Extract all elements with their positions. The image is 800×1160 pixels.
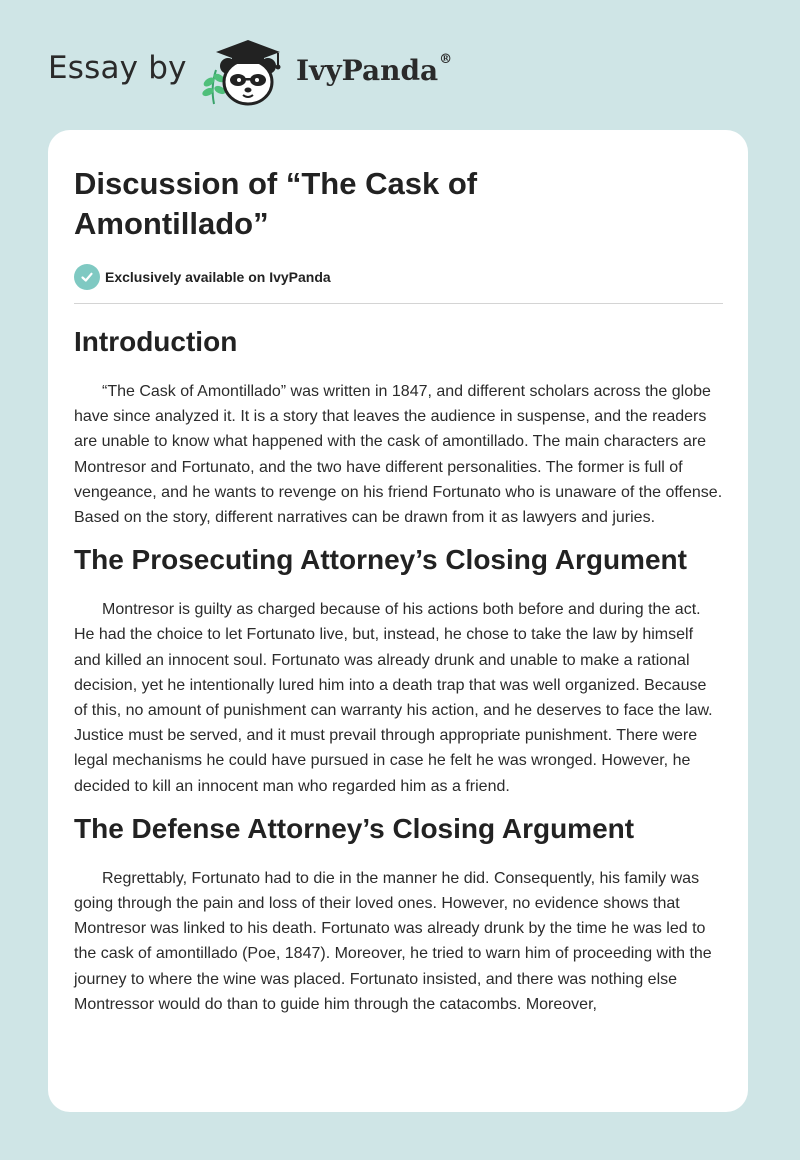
brand-name[interactable]: IvyPanda® bbox=[296, 52, 453, 87]
brand-prefix: Essay by bbox=[48, 50, 187, 86]
section-introduction bbox=[74, 324, 724, 530]
essay-title: Discussion of “The Cask of Amontillado” bbox=[74, 166, 478, 241]
site-header bbox=[0, 0, 800, 130]
section-defense-argument bbox=[74, 811, 724, 1017]
section-heading: The Defense Attorney’s Closing Argument bbox=[74, 812, 635, 844]
section-heading: Introduction bbox=[74, 326, 238, 357]
essay-card bbox=[48, 130, 748, 1112]
section-prosecuting-argument bbox=[74, 542, 724, 799]
check-icon bbox=[74, 264, 100, 290]
section-paragraph: “The Cask of Amontillado” was written in 1847, and different scholars across the globe have since analyzed it. It is a story that leaves the audience in suspense, and the readers are unable to know what happened with the cask of amontillado. The main characters are Montresor and Fortunato, and the two have different personalities. The former is full of vengeance, and he wants to revenge on his friend Fortunato who is unaware of the offense. Based on the story, different narratives can be drawn from it as lawyers and juries. bbox=[74, 383, 723, 527]
section-heading: The Prosecuting Attorney’s Closing Argument bbox=[74, 544, 687, 576]
essay-body bbox=[74, 308, 724, 1017]
exclusive-badge-label: Exclusively available on IvyPanda bbox=[105, 269, 331, 285]
section-paragraph: Montresor is guilty as charged because of his actions both before and during the act. He had the choice to let Fortunato live, but, instead, he chose to take the law by himself and killed an innocent soul. Fortunato was already drunk and unable to make a rational decision, yet he intentionally lured him into a death trap that was well organized. Because of this, no amount of punishment can warranty his action, and he deserves to face the law. Justice must be served, and it must prevail through appropriate punishment. There were legal mechanisms he could have pursued in case he felt he was wronged. However, he decided to kill an innocent man who regarded him as a friend. bbox=[74, 601, 713, 795]
panda-graduate-logo-icon[interactable] bbox=[198, 36, 294, 108]
section-paragraph: Regrettably, Fortunato had to die in the manner he did. Consequently, his family was going through the pain and loss of their loved ones. However, no evidence shows that Montresor was linked to his death. Fortunato was already drunk by the time he was led to the cask of amontillado (Poe, 1847). Moreover, he tried to warn him of proceeding with the journey to where the wine was placed. Fortunato insisted, and there was nothing else Montressor would do than to guide him through the catacombs. Moreover, bbox=[74, 869, 712, 1013]
registered-mark: ® bbox=[439, 52, 453, 67]
title-divider bbox=[74, 303, 723, 304]
exclusive-badge bbox=[74, 264, 331, 290]
